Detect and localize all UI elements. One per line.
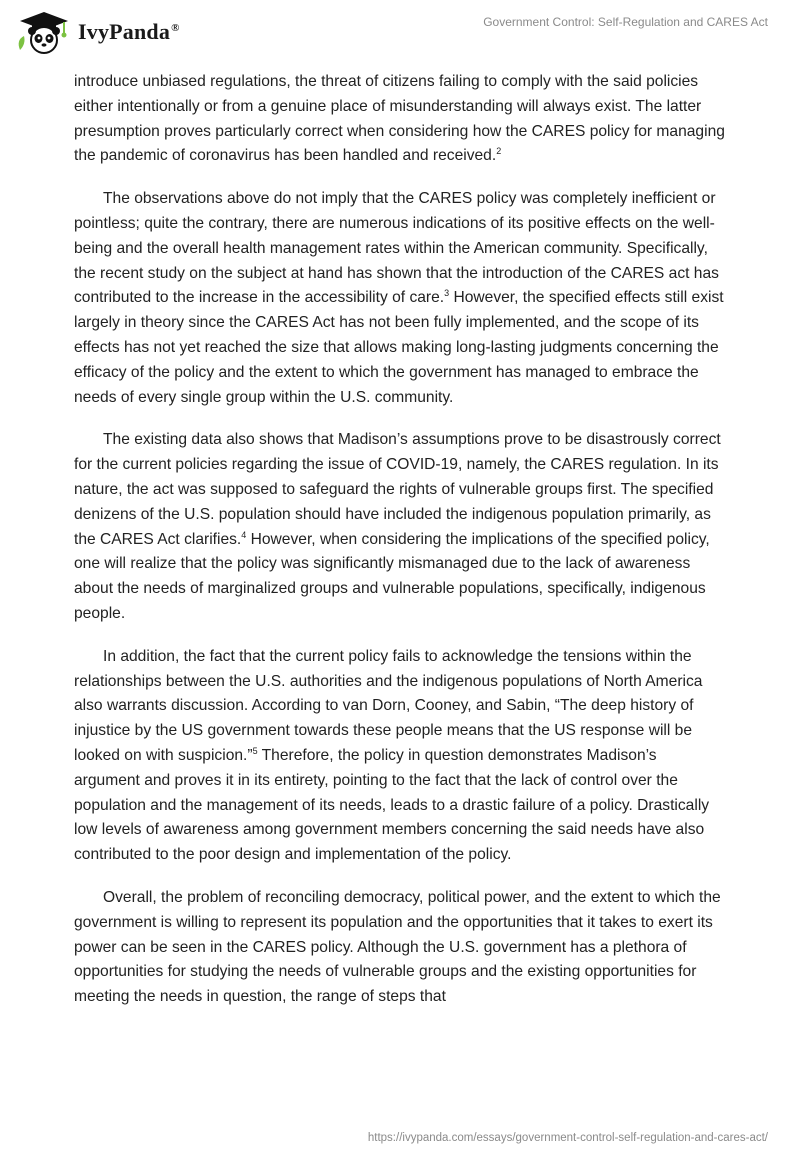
brand-name: IvyPanda®	[78, 19, 180, 44]
panda-graduate-icon	[14, 10, 74, 54]
paragraph: introduce unbiased regulations, the threat of citizens failing to comply with the said policies either intentionally or from a genuine place of misunderstanding will always exist. The latter presumption proves particularly correct when considering how the CARES policy for managing the pandemic of coronavirus has been handled and received.$^2$	[74, 73, 725, 165]
footnote-ref[interactable]: 4	[241, 529, 247, 540]
footnote-ref[interactable]: 2	[496, 146, 502, 157]
paragraph: In addition, the fact that the current policy fails to acknowledge the tensions within the relationships between the U.S. authorities and the indigenous populations of North America also warrants discussion. According to van Dorn, Cooney, and Sabin, “The deep history of injustice by the US government towards these people means that the US response will be looked on with suspicion.”$^5$ Therefore, the policy in question demonstrates Madison’s argument and proves it in its entirety, pointing to the fact that the lack of control over the population and the management of its needs, leads to a drastic failure of a policy. Drastically low levels of awareness among government members concerning the said needs have also contributed to the poor design and implementation of the policy.	[74, 647, 710, 864]
page-header	[0, 0, 800, 70]
footnote-ref[interactable]: 5	[252, 745, 258, 756]
essay-body	[74, 70, 726, 1028]
logo[interactable]	[14, 10, 180, 54]
paragraph: The existing data also shows that Madison’s assumptions prove to be disastrously correct for the current policies regarding the issue of COVID-19, namely, the CARES regulation. In its nature, the act was supposed to safeguard the rights of vulnerable groups first. The specified denizens of the U.S. population should have included the indigenous population primarily, as the CARES Act clarifies.$^4$ However, when considering the implications of the specified policy, one will realize that the policy was significantly mismanaged due to the lack of awareness about the needs of marginalized groups and vulnerable populations, specifically, indigenous people.	[74, 431, 721, 622]
footnote-ref[interactable]: 3	[444, 288, 450, 299]
paragraph: The observations above do not imply that the CARES policy was completely inefficient or pointless; quite the contrary, there are numerous indications of its positive effects on the well-being and the overall health management rates within the American community. Specifically, the recent study on the subject at hand has shown that the introduction of the CARES act has contributed to the increase in the accessibility of care.$^3$ However, the specified effects still exist largely in theory since the CARES Act has not been fully implemented, and the scope of its effects has not yet reached the size that allows making long-lasting judgments concerning the efficacy of the policy and the extent to which the government has managed to embrace the needs of every single group within the U.S. community.	[74, 190, 724, 406]
paragraph: Overall, the problem of reconciling democracy, political power, and the extent to which the government is willing to represent its population and the opportunities that it takes to exert its power can be seen in the CARES policy. Although the U.S. government has a plethora of opportunities for studying the needs of vulnerable groups and the existing opportunities for meeting the needs in question, the range of steps that	[74, 888, 721, 1006]
document-title: Government Control: Self-Regulation and CARES Act	[483, 15, 768, 29]
source-url[interactable]: https://ivypanda.com/essays/government-control-self-regulation-and-cares-act/	[367, 1132, 768, 1144]
